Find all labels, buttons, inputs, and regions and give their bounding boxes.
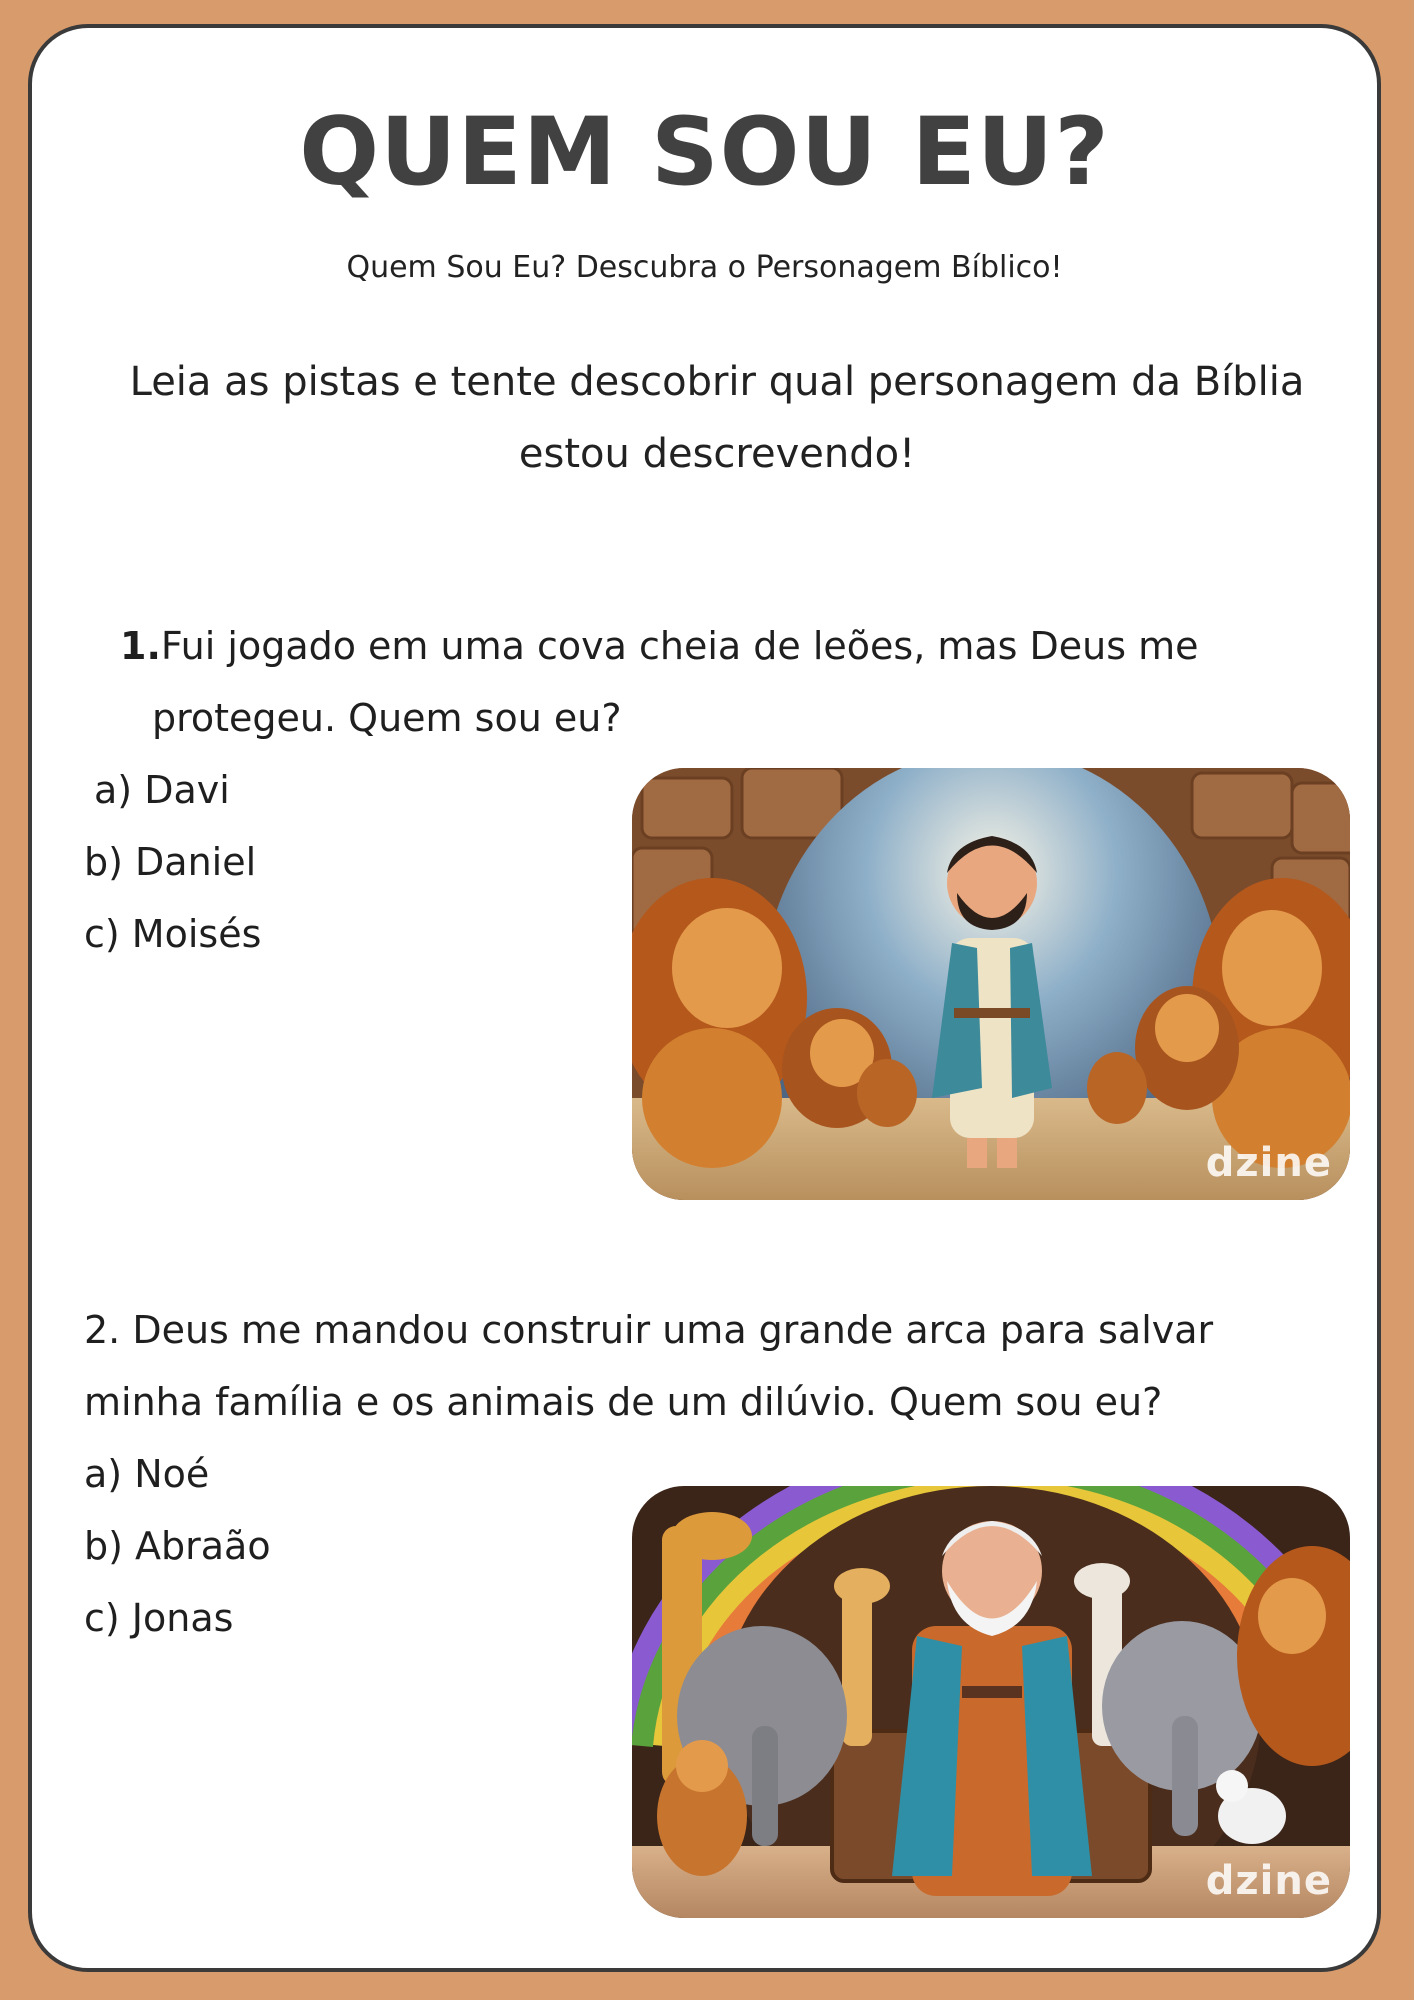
lions-den-illustration — [632, 768, 1350, 1200]
question-2-text: 2. Deus me mandou construir uma grande arca para salvar minha família e os animais de um dilúvio. Quem sou eu? — [84, 1308, 1214, 1424]
question-1-option-a: a) Davi — [94, 768, 230, 812]
page-title: QUEM SOU EU? — [299, 98, 1110, 207]
question-2-option-a: a) Noé — [84, 1452, 210, 1496]
image-watermark: dzine — [1205, 1140, 1332, 1186]
question-1-option-c: c) Moisés — [84, 912, 262, 956]
question-1-text-line1: Fui jogado em uma cova cheia de leões, mas Deus me — [160, 624, 1199, 668]
question-1-text-line2: protegeu. Quem sou eu? — [152, 696, 622, 740]
noah-ark-illustration — [632, 1486, 1350, 1918]
instructions: Leia as pistas e tente descobrir qual personagem da Bíblia estou descrevendo! — [129, 359, 1305, 477]
question-1-option-b: b) Daniel — [84, 840, 257, 884]
question-2-option-c: c) Jonas — [84, 1596, 234, 1640]
question-1 — [120, 610, 1320, 754]
question-2-option-b: b) Abraão — [84, 1524, 271, 1568]
worksheet-card — [28, 24, 1381, 1972]
question-1-number: 1. — [120, 624, 161, 668]
lions-den-image — [632, 768, 1350, 1200]
image-watermark: dzine — [1205, 1858, 1332, 1904]
subtitle: Quem Sou Eu? Descubra o Personagem Bíblico! — [346, 250, 1063, 285]
noah-ark-image — [632, 1486, 1350, 1918]
